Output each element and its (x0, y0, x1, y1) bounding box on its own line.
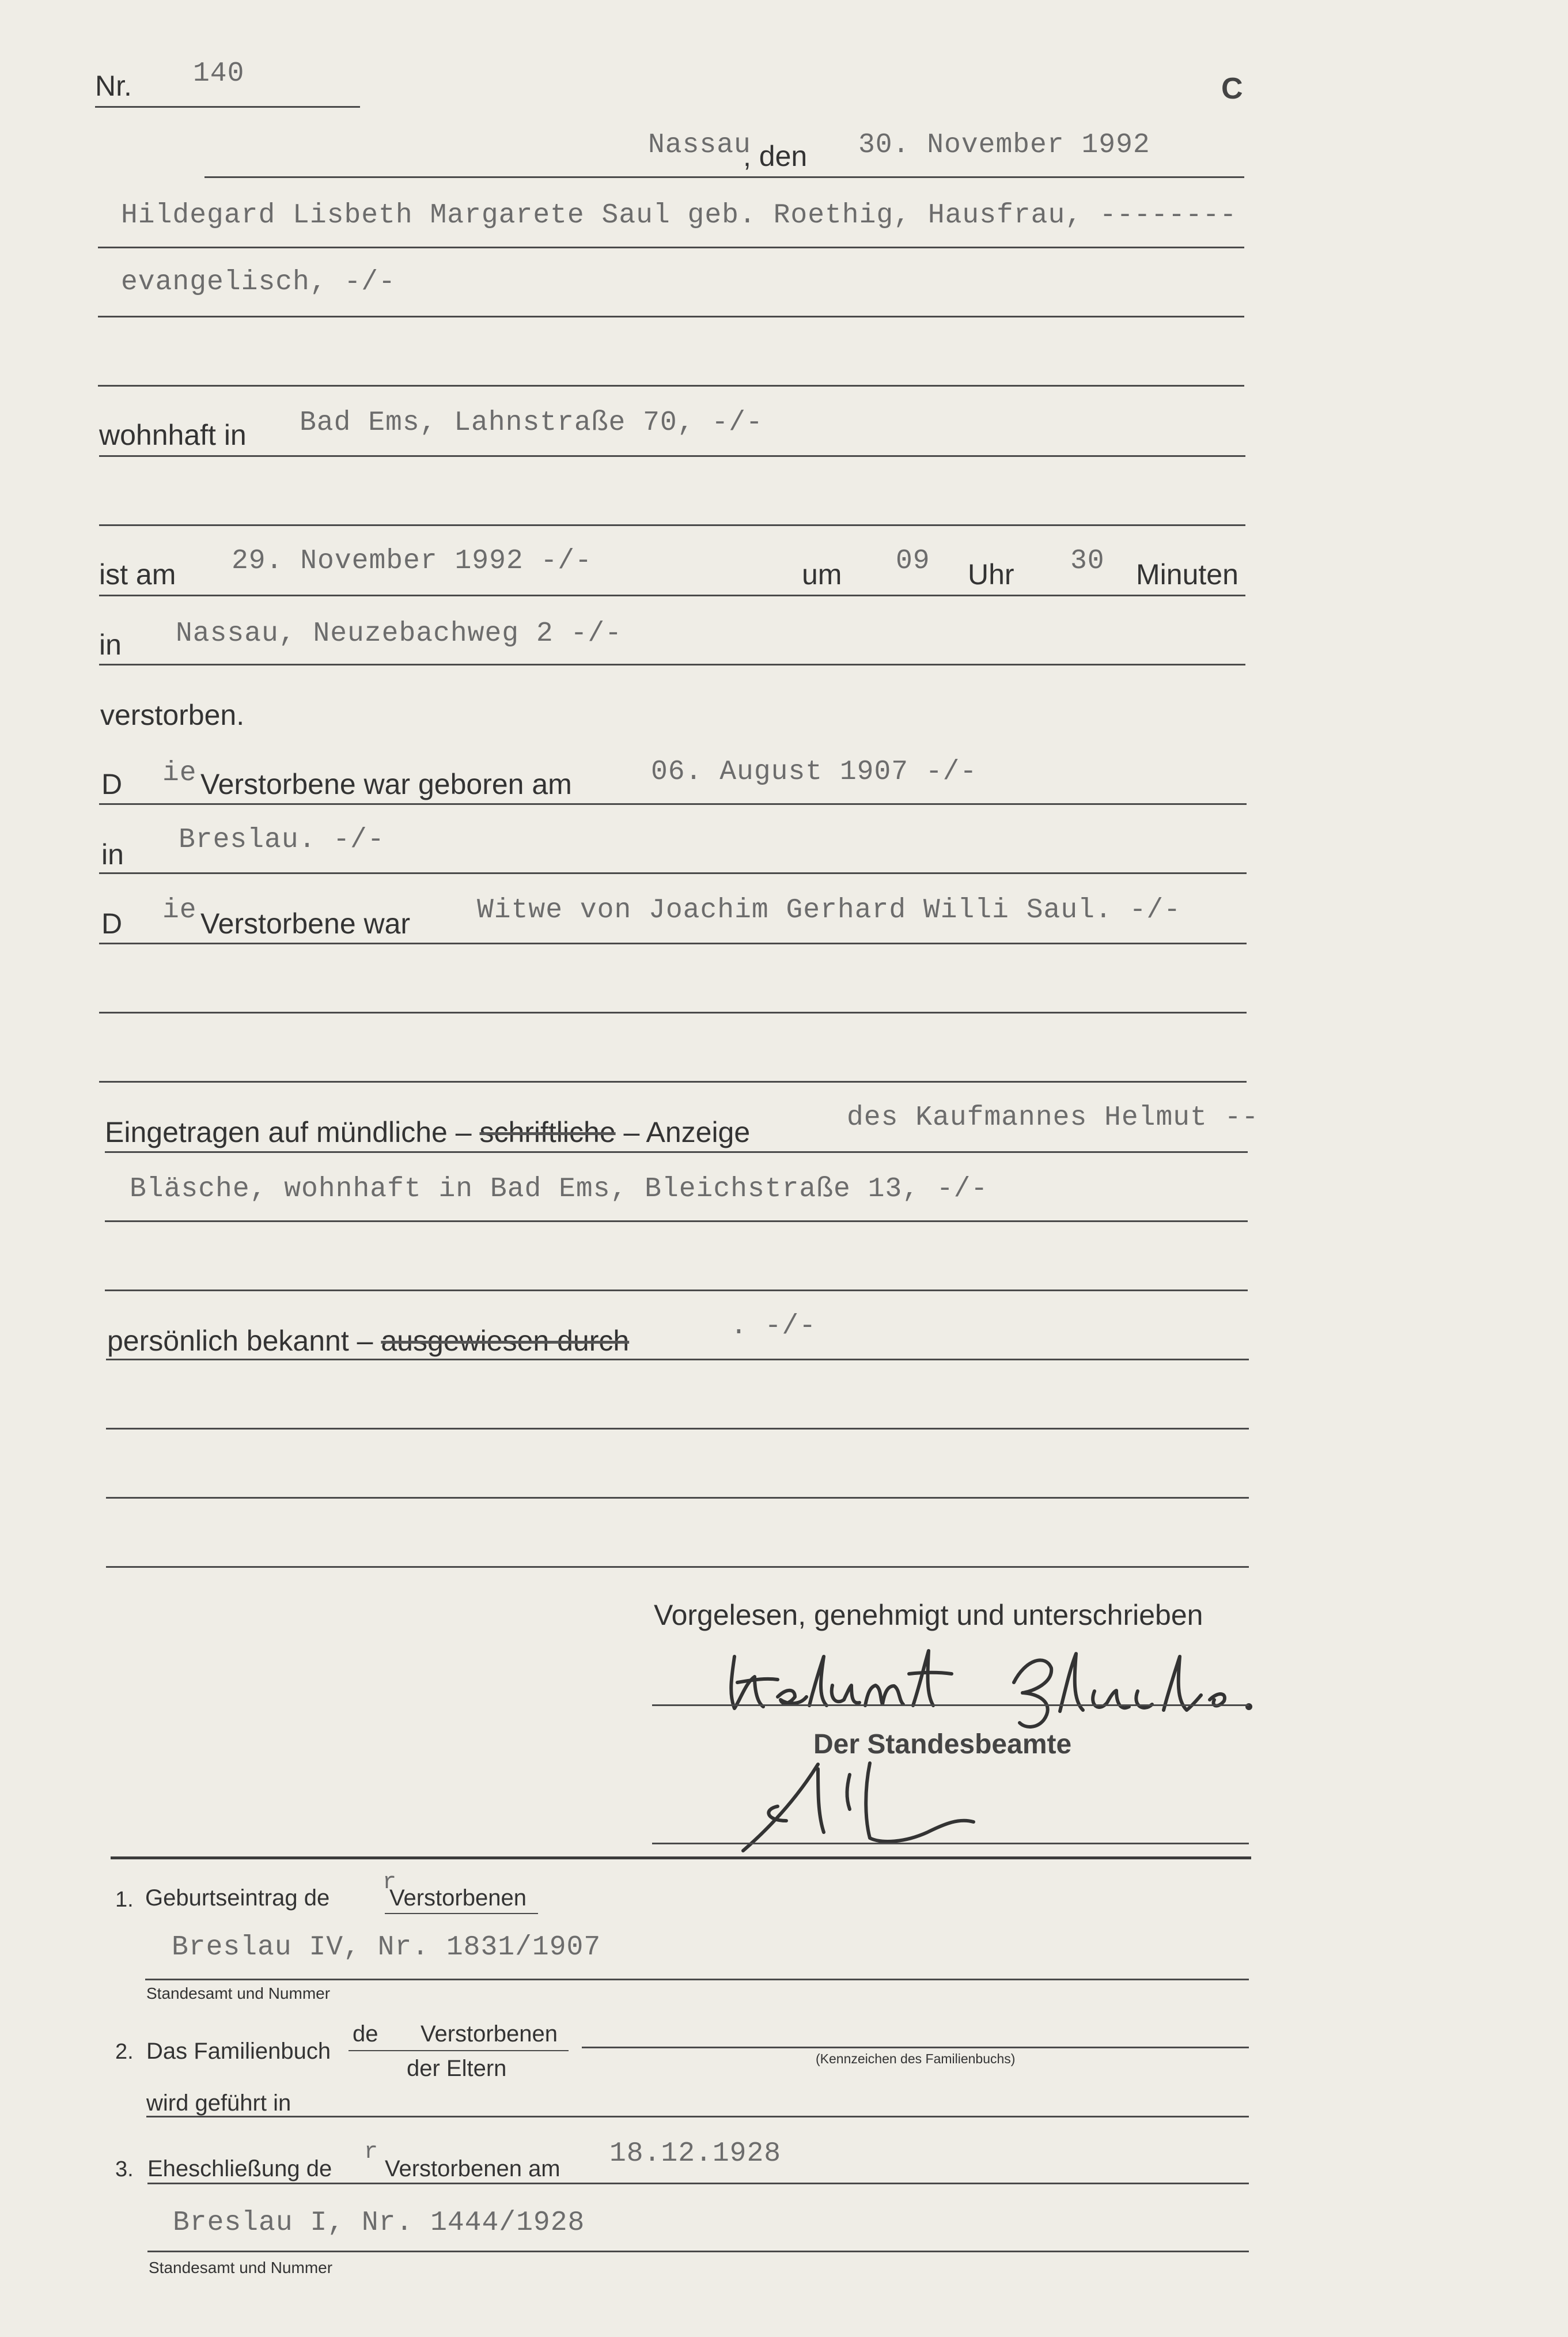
rule (106, 1497, 1249, 1499)
verstorben-label: verstorben. (100, 699, 245, 731)
rule (147, 2251, 1249, 2252)
fraction-line (349, 2050, 569, 2051)
minuten-label: Minuten (1136, 558, 1239, 591)
read-approved-signed-label: Vorgelesen, genehmigt und unterschrieben (654, 1599, 1203, 1631)
uhr-label: Uhr (968, 558, 1014, 591)
rule (99, 595, 1245, 596)
family-book-id-line (582, 2047, 1249, 2048)
family-book-de-label: de (353, 2021, 378, 2047)
birth-entry-label-2: Verstorbenen (389, 1885, 527, 1911)
registrar-signature (732, 1752, 997, 1855)
death-in-label: in (99, 629, 122, 661)
marriage-r-insert: r (364, 2139, 379, 2165)
registration-date: 30. November 1992 (858, 130, 1150, 161)
header-line (204, 176, 1244, 178)
den-label: , den (743, 140, 808, 172)
rule (105, 1220, 1248, 1222)
rule (98, 385, 1244, 387)
registrar-label: Der Standesbeamte (813, 1729, 1072, 1760)
birth-label: Verstorbene war geboren am (200, 768, 572, 800)
register-number: 140 (193, 58, 245, 89)
status-label: Verstorbene war (200, 907, 411, 940)
rule (99, 664, 1245, 665)
family-book-id-caption: (Kennzeichen des Familienbuchs) (816, 2051, 1016, 2066)
religion-line: evangelisch, -/- (121, 267, 396, 298)
rule (106, 1359, 1249, 1360)
rule (147, 2183, 1249, 2184)
birth-entry-value: Breslau IV, Nr. 1831/1907 (172, 1932, 601, 1963)
nr-line (95, 106, 360, 108)
informant-line-1: des Kaufmannes Helmut -- (847, 1102, 1259, 1133)
informant-signature (714, 1642, 1256, 1734)
residence-value: Bad Ems, Lahnstraße 70, -/- (300, 407, 763, 438)
nr-label: Nr. (95, 70, 132, 102)
marriage-label-2: Verstorbenen am (385, 2156, 560, 2181)
rule (106, 1566, 1249, 1568)
residence-label: wohnhaft in (99, 419, 247, 451)
birth-entry-r-insert: r (382, 1870, 397, 1896)
death-hour: 09 (896, 546, 930, 577)
rule (145, 1979, 1249, 1980)
status-ie-insert: ie (162, 895, 197, 926)
rule (98, 316, 1244, 317)
rule (99, 1012, 1247, 1014)
rule (105, 1289, 1248, 1291)
birth-d-label: D (101, 768, 123, 800)
kept-in-label: wird geführt in (146, 2090, 291, 2116)
deceased-name-line: Hildegard Lisbeth Margarete Saul geb. Roethig, Hausfrau, -------- (121, 200, 1237, 231)
note-1-number: 1. (115, 1888, 134, 1912)
registrar-signature-line (652, 1843, 1249, 1844)
marriage-date: 18.12.1928 (609, 2138, 782, 2169)
informant-line-2: Bläsche, wohnhaft in Bad Ems, Bleichstraße 13, -/- (130, 1174, 988, 1205)
status-d-label: D (101, 907, 123, 940)
birth-ie-insert: ie (162, 758, 197, 789)
rule (146, 2116, 1249, 2117)
identity-value: . -/- (730, 1311, 817, 1342)
rule (99, 872, 1247, 874)
rule (99, 524, 1245, 526)
rule (98, 247, 1244, 248)
identity-label: persönlich bekannt – ausgewiesen durch (107, 1325, 630, 1357)
notes-divider (111, 1856, 1251, 1859)
marriage-label: Eheschließung de (147, 2156, 332, 2181)
rule (99, 455, 1245, 457)
birth-place: Breslau. -/- (179, 825, 385, 856)
death-place: Nassau, Neuzebachweg 2 -/- (176, 618, 622, 649)
office-number-caption: Standesamt und Nummer (146, 1984, 331, 2002)
rule (105, 1151, 1248, 1153)
birth-entry-label: Geburtseintrag de (145, 1885, 330, 1911)
ist-am-label: ist am (99, 558, 176, 591)
office-number-caption-2: Standesamt und Nummer (149, 2259, 333, 2277)
form-letter: C (1221, 72, 1243, 105)
birth-in-label: in (101, 838, 124, 871)
um-label: um (802, 558, 842, 591)
note-3-number: 3. (115, 2157, 134, 2181)
rule (99, 803, 1247, 805)
birth-date: 06. August 1907 -/- (651, 757, 978, 788)
rule (99, 943, 1247, 944)
rule (106, 1428, 1249, 1430)
informant-signature-line (652, 1704, 1249, 1706)
death-date: 29. November 1992 -/- (232, 546, 592, 577)
death-minutes: 30 (1070, 546, 1105, 577)
family-book-verstorbenen-label: Verstorbenen (421, 2021, 558, 2047)
family-book-label: Das Familienbuch (146, 2039, 331, 2064)
rule (99, 1081, 1247, 1083)
birth-entry-underline (385, 1913, 538, 1914)
report-label: Eingetragen auf mündliche – schriftliche – Anzeige (105, 1116, 751, 1148)
marriage-entry-value: Breslau I, Nr. 1444/1928 (173, 2207, 585, 2238)
note-2-number: 2. (115, 2040, 134, 2064)
family-book-eltern-label: der Eltern (407, 2056, 507, 2081)
place-of-registration: Nassau (648, 130, 751, 161)
marital-status-value: Witwe von Joachim Gerhard Willi Saul. -/- (477, 895, 1181, 926)
